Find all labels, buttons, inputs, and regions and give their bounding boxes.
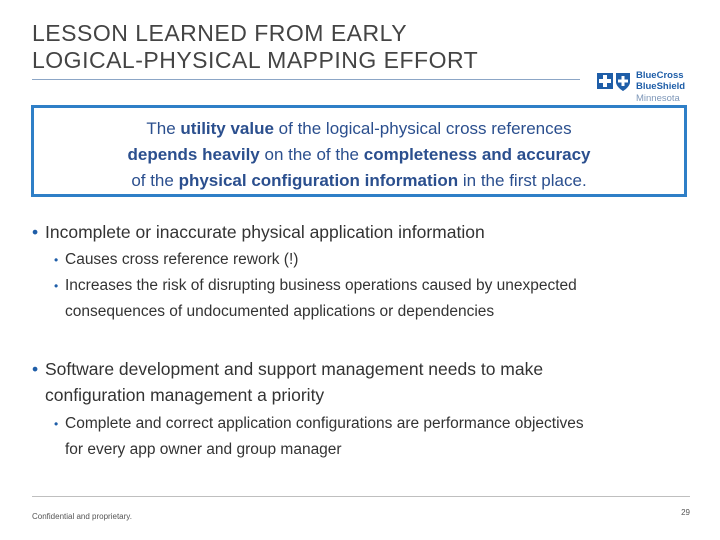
callout-emphasis: completeness and accuracy xyxy=(363,145,591,164)
footer-divider xyxy=(32,496,690,497)
bcbs-logo xyxy=(596,66,696,104)
title-divider xyxy=(32,79,580,80)
page-number: 29 xyxy=(681,508,690,517)
bullet-text: configuration management a priority xyxy=(45,385,325,405)
callout-emphasis: utility value xyxy=(180,119,274,138)
callout-emphasis: depends heavily xyxy=(127,145,260,164)
bullet-dot-icon: • xyxy=(54,253,59,267)
slide-title-line-1: LESSON LEARNED FROM EARLY xyxy=(32,20,408,46)
callout-text: The xyxy=(146,119,181,138)
bullet-text: Incomplete or inaccurate physical application information xyxy=(45,222,485,242)
sub-bullet-text: consequences of undocumented applications or dependencies xyxy=(65,303,495,320)
logo-text-blueshield: BlueShield xyxy=(636,81,686,92)
logo-text-minnesota: Minnesota xyxy=(636,93,680,104)
bullet-dot-icon: • xyxy=(54,417,59,431)
footer-confidential: Confidential and proprietary. xyxy=(32,512,132,521)
callout-text: of the logical-physical cross references xyxy=(273,119,572,138)
slide-title xyxy=(32,20,592,74)
cross-shield-icon xyxy=(596,71,632,93)
callout-text: on the of the xyxy=(259,145,364,164)
callout-emphasis: physical configuration information xyxy=(178,171,459,190)
callout-text: of the xyxy=(131,171,179,190)
bullet-text: Software development and support management needs to make xyxy=(45,359,544,379)
bullet-dot-icon: • xyxy=(32,359,39,379)
sub-bullet-text: Causes cross reference rework (!) xyxy=(65,251,299,268)
sub-bullet-text: Increases the risk of disrupting business operations caused by unexpected xyxy=(65,277,577,294)
callout-text: in the first place. xyxy=(458,171,587,190)
sub-bullet-text: Complete and correct application configurations are performance objectives xyxy=(65,415,584,432)
bullet-dot-icon: • xyxy=(32,222,39,242)
slide-title-line-2: LOGICAL-PHYSICAL MAPPING EFFORT xyxy=(32,47,479,73)
bullet-dot-icon: • xyxy=(54,279,59,293)
sub-bullet-text: for every app owner and group manager xyxy=(65,441,342,458)
logo-text-bluecross: BlueCross xyxy=(636,70,684,81)
key-message-callout xyxy=(31,105,687,197)
